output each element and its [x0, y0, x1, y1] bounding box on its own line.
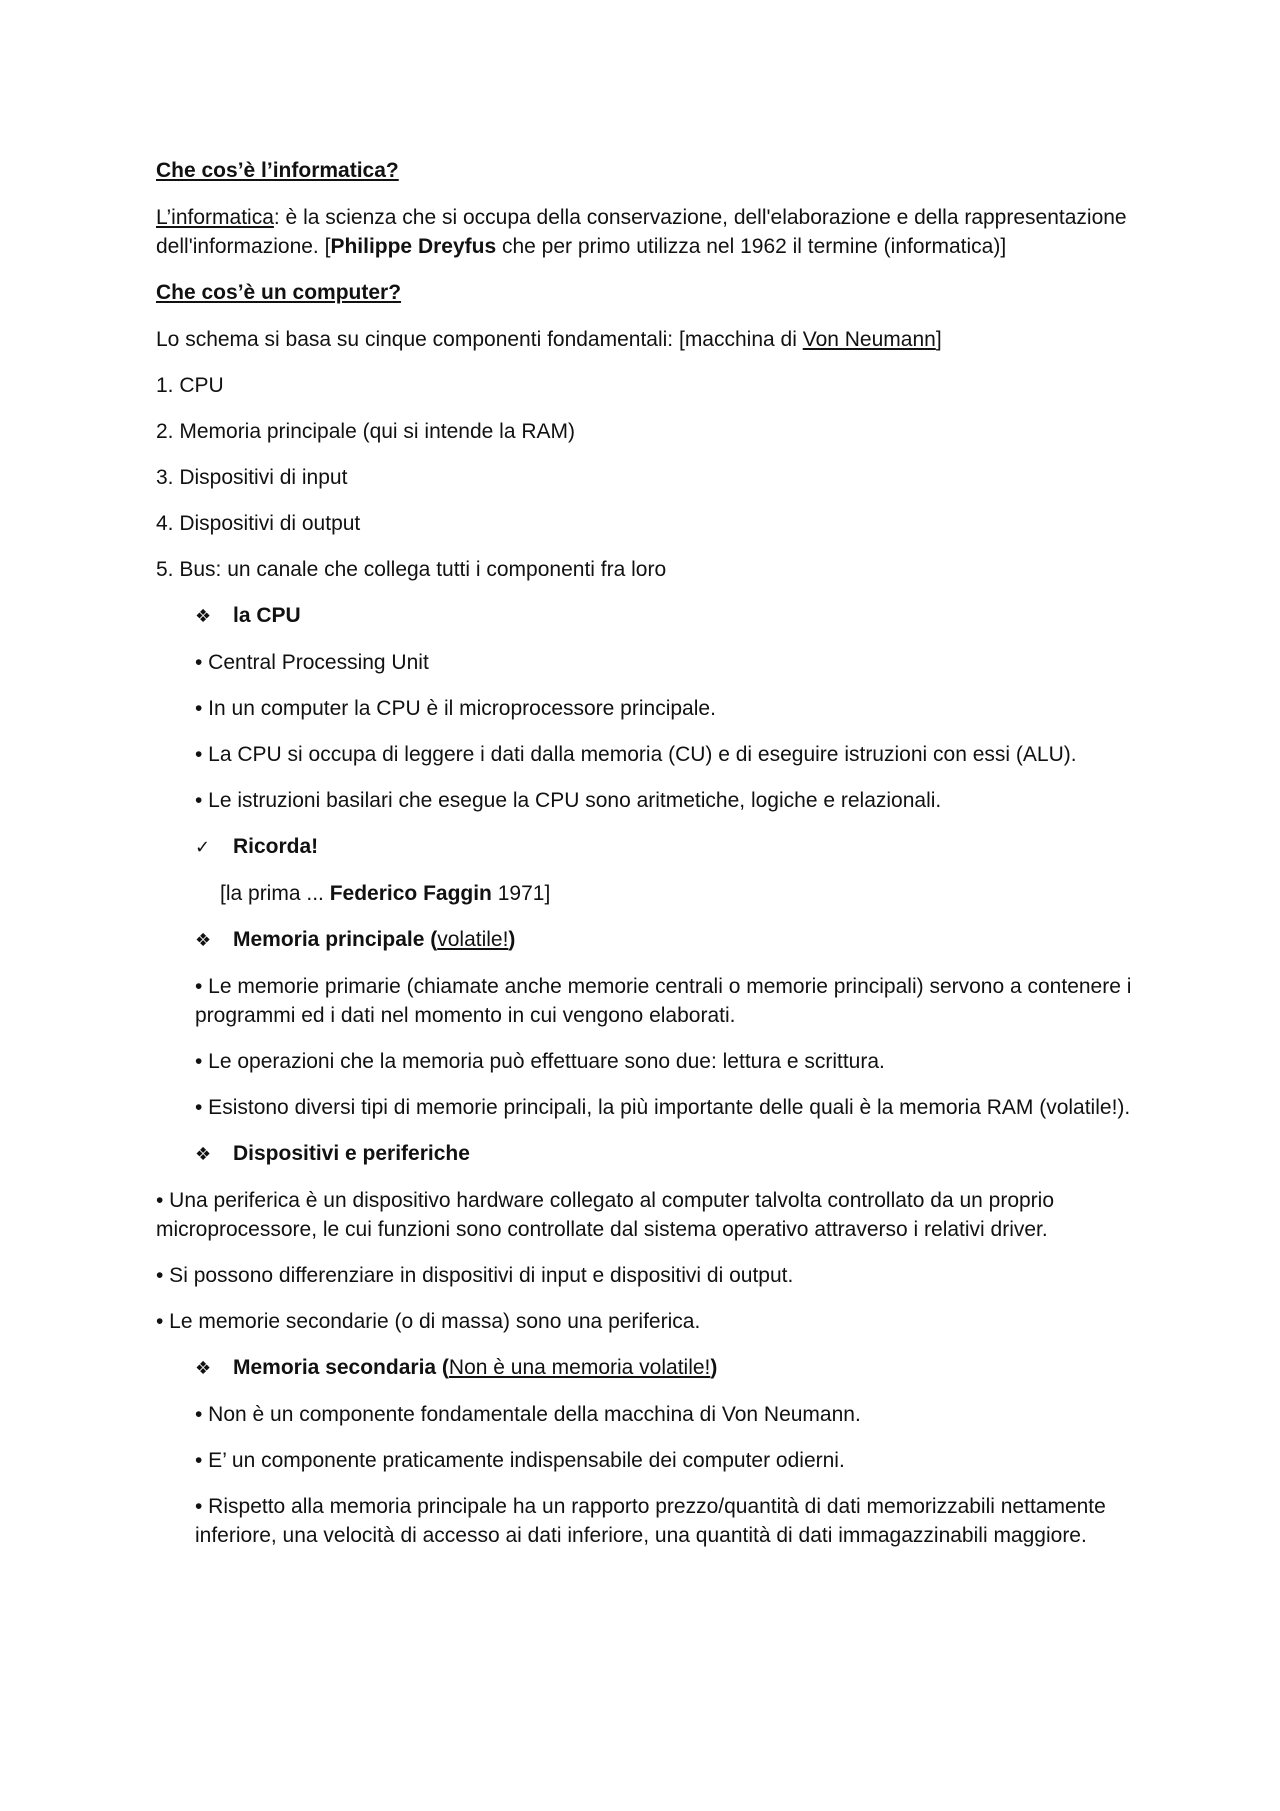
bullet-item: • Central Processing Unit	[195, 651, 429, 674]
bullet-item: • In un computer la CPU è il microprocessore principale.	[195, 697, 716, 720]
section-title: Dispositivi e periferiche	[233, 1142, 470, 1165]
bullet-item: • Le memorie primarie (chiamate anche memorie centrali o memorie principali) servono a contenere i programmi ed i dati nel momento in cui vengono elaborati.	[195, 975, 1132, 1027]
volatile-link[interactable]: volatile!	[437, 928, 509, 951]
ricorda-label: Ricorda!	[233, 835, 319, 858]
name-dreyfus: Philippe Dreyfus	[330, 235, 497, 258]
document-page	[156, 156, 1136, 1567]
diamond-bullet-icon: ❖	[195, 606, 212, 626]
list-item: 5. Bus: un canale che collega tutti i componenti fra loro	[156, 558, 667, 581]
list-item: 3. Dispositivi di input	[156, 466, 348, 489]
definition-paragraph: L’informatica: è la scienza che si occupa della conservazione, dell'elaborazione e della rappresentazione dell'informazione. [Philippe Dreyfus che per primo utilizza nel 1962 il termine (informatica)]	[156, 206, 1127, 258]
section-memoria-secondaria-heading: ❖ Memoria secondaria (Non è una memoria volatile!)	[156, 1353, 1136, 1383]
bullet-item: • Si possono differenziare in dispositivi di input e dispositivi di output.	[156, 1264, 794, 1287]
bullet-item: • Esistono diversi tipi di memorie principali, la più importante delle quali è la memoria RAM (volatile!).	[195, 1096, 1131, 1119]
bullet-item: • Rispetto alla memoria principale ha un rapporto prezzo/quantità di dati memorizzabili nettamente inferiore, una velocità di accesso ai dati inferiore, una quantità di dati immagazzinabili maggiore.	[195, 1495, 1106, 1547]
bullet-item: • Le operazioni che la memoria può effettuare sono due: lettura e scrittura.	[195, 1050, 885, 1073]
ricorda-heading	[156, 832, 1136, 862]
section-title: Memoria secondaria (	[233, 1356, 449, 1379]
name-faggin: Federico Faggin	[329, 882, 492, 905]
faggin-note: [la prima ... Federico Faggin 1971]	[220, 882, 551, 905]
section-dispositivi-heading	[156, 1139, 1136, 1169]
section-cpu-heading	[156, 601, 1136, 631]
list-item: 2. Memoria principale (qui si intende la RAM)	[156, 420, 576, 443]
bullet-item: • Le istruzioni basilari che esegue la CPU sono aritmetiche, logiche e relazionali.	[195, 789, 942, 812]
heading-computer: Che cos’è un computer?	[156, 281, 402, 304]
diamond-bullet-icon: ❖	[195, 1358, 212, 1378]
bullet-item: • Non è un componente fondamentale della macchina di Von Neumann.	[195, 1403, 861, 1426]
bullet-item: • La CPU si occupa di leggere i dati dalla memoria (CU) e di eseguire istruzioni con essi (ALU).	[195, 743, 1077, 766]
diamond-bullet-icon: ❖	[195, 930, 212, 950]
bullet-item: • Le memorie secondarie (o di massa) sono una periferica.	[156, 1310, 701, 1333]
check-icon: ✓	[195, 837, 211, 857]
heading-informatica: Che cos’è l’informatica?	[156, 159, 399, 182]
section-title: la CPU	[233, 604, 301, 627]
von-neumann-link[interactable]: Von Neumann	[802, 328, 936, 351]
non-volatile-link[interactable]: Non è una memoria volatile!	[448, 1356, 711, 1379]
term-informatica: L’informatica	[156, 206, 274, 229]
diamond-bullet-icon: ❖	[195, 1144, 212, 1164]
list-item: 4. Dispositivi di output	[156, 512, 361, 535]
schema-paragraph: Lo schema si basa su cinque componenti fondamentali: [macchina di Von Neumann]	[156, 328, 942, 351]
bullet-item: • Una periferica è un dispositivo hardware collegato al computer talvolta controllato da un proprio microprocessore, le cui funzioni sono controllate dal sistema operativo attraverso i relativi driver.	[156, 1189, 1055, 1241]
section-title: Memoria principale (	[233, 928, 438, 951]
section-memoria-principale-heading: ❖ Memoria principale (volatile!)	[156, 925, 1136, 955]
bullet-item: • E’ un componente praticamente indispensabile dei computer odierni.	[195, 1449, 845, 1472]
list-item: 1. CPU	[156, 374, 224, 397]
